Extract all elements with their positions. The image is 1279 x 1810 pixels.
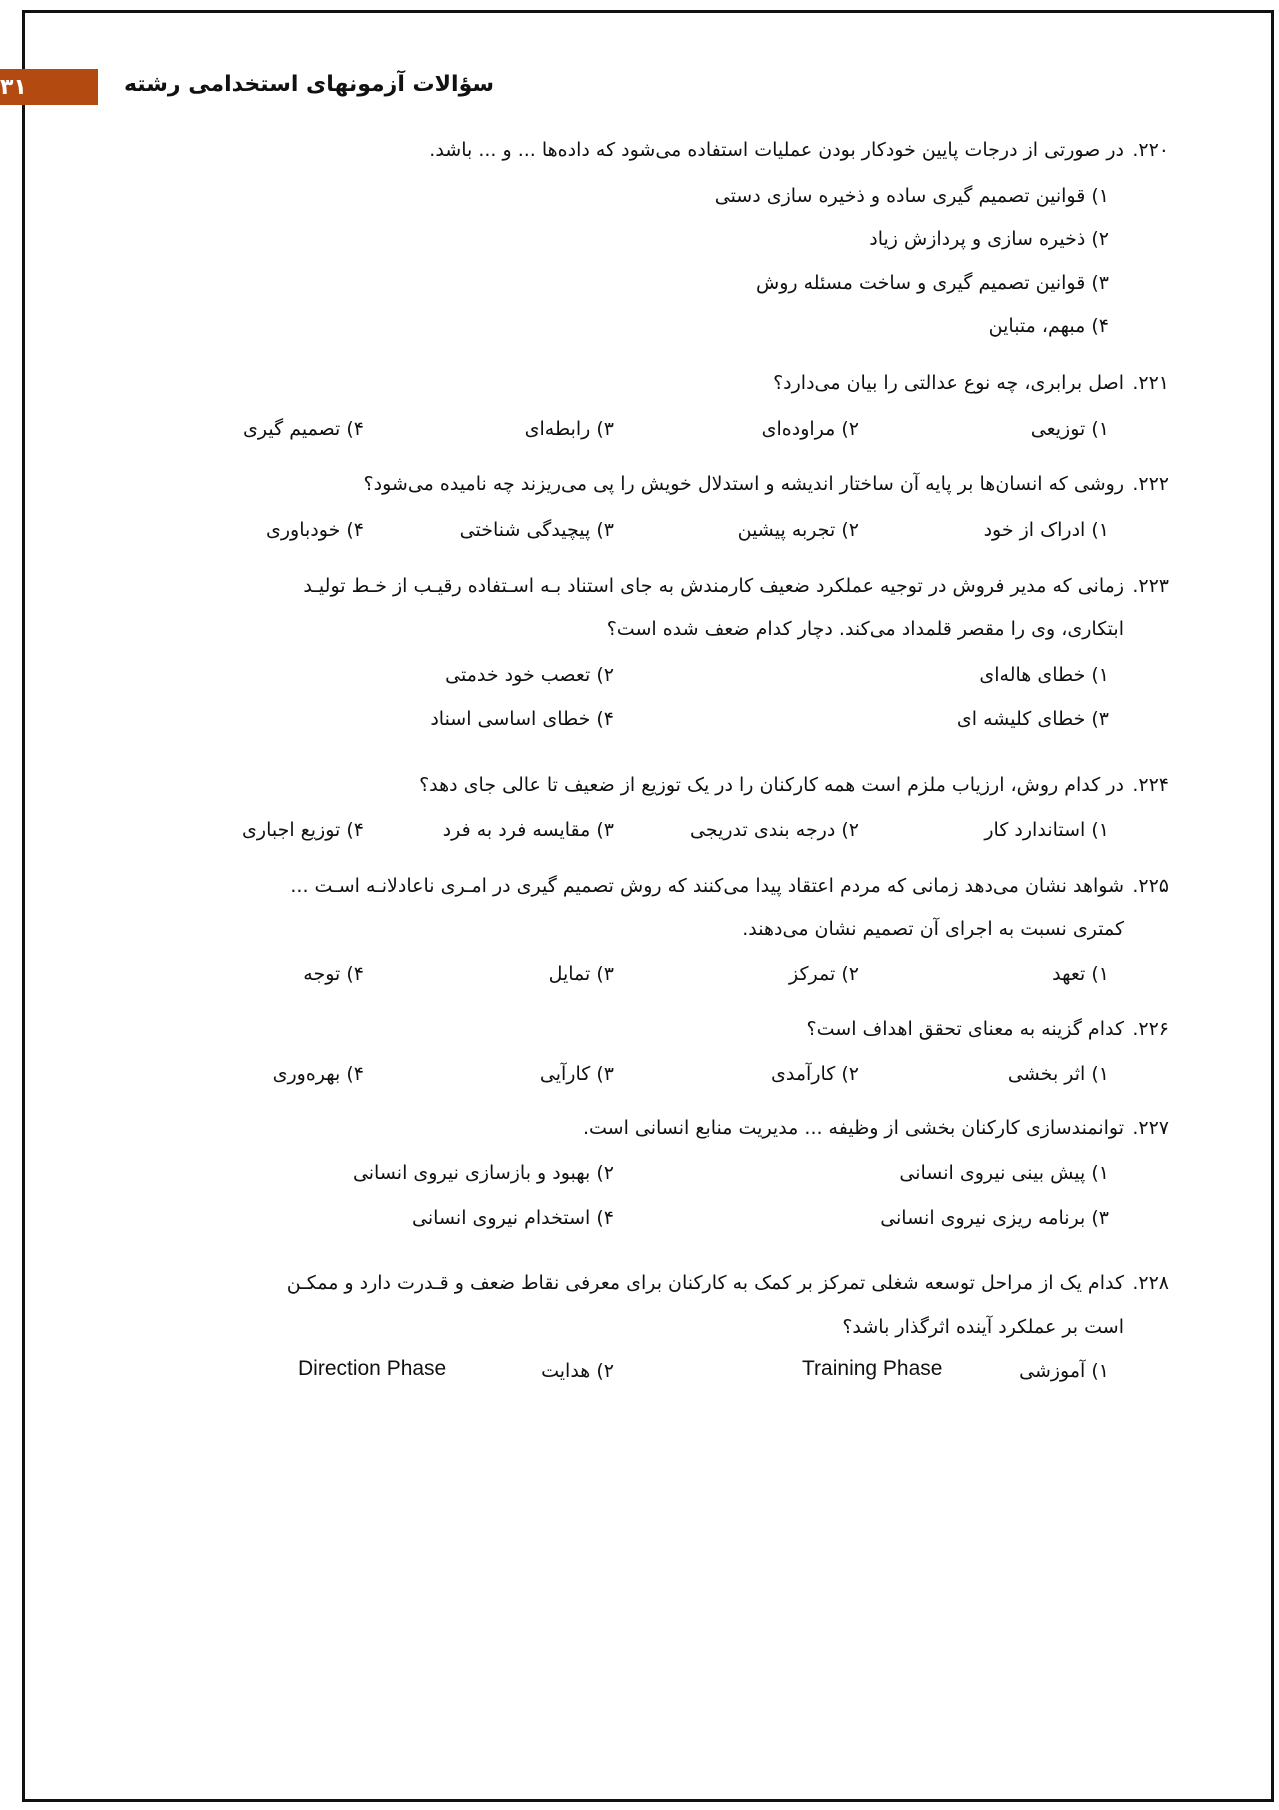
option: ۲) ذخیره سازی و پردازش زیاد	[869, 228, 1109, 250]
option: ۴) خودباوری	[266, 519, 364, 541]
question-text: شواهد نشان می‌دهد زمانی که مردم اعتقاد پیدا می‌کنند که روش تصمیم گیری در امـری ناعادلانـه اسـت ...	[290, 875, 1124, 897]
option: ۴) توزیع اجباری	[242, 819, 364, 841]
option: ۱) ادراک از خود	[983, 519, 1109, 541]
option: ۴) بهره‌وری	[272, 1063, 364, 1085]
question-number: ۲۲۲.	[1132, 473, 1169, 495]
option: ۲) تمرکز	[789, 963, 859, 985]
option: ۴) مبهم، متباین	[988, 315, 1109, 337]
question-number: ۲۲۶.	[1132, 1018, 1169, 1040]
question-number: ۲۲۳.	[1132, 575, 1169, 597]
option: ۲) بهبود و بازسازی نیروی انسانی	[352, 1162, 614, 1184]
question-text: در صورتی از درجات پایین خودکار بودن عملیات استفاده می‌شود که داده‌ها ... و ... باشد.	[429, 139, 1124, 161]
option: ۳) خطای کلیشه ای	[956, 708, 1109, 730]
option: ۱) استاندارد کار	[984, 819, 1109, 841]
option-english: Training Phase	[802, 1357, 943, 1380]
option: ۳) رابطه‌ای	[524, 418, 614, 440]
option: ۲) تجربه پیشین	[737, 519, 859, 541]
option: ۱) پیش بینی نیروی انسانی	[899, 1162, 1109, 1184]
question-number: ۲۲۵.	[1132, 875, 1169, 897]
option: ۴) استخدام نیروی انسانی	[412, 1207, 614, 1229]
page-header-title: سؤالات آزمونهای استخدامی رشته	[123, 72, 494, 97]
option: ۳) مقایسه فرد به فرد	[442, 819, 614, 841]
option-english: Direction Phase	[298, 1357, 447, 1380]
option: ۴) خطای اساسی اسناد	[430, 708, 614, 730]
page-number: ۳۱	[0, 69, 98, 105]
question-number: ۲۲۱.	[1132, 372, 1169, 394]
question-number: ۲۲۷.	[1132, 1117, 1169, 1139]
question-text: کدام یک از مراحل توسعه شغلی تمرکز بر کمک به کارکنان برای معرفی نقاط ضعف و قـدرت دارد و ممکـن	[286, 1272, 1124, 1294]
option: ۲) هدایت	[541, 1360, 614, 1382]
option: ۱) قوانین تصمیم گیری ساده و ذخیره سازی دستی	[714, 185, 1109, 207]
question-text: ابتکاری، وی را مقصر قلمداد می‌کند. دچار کدام ضعف شده است؟	[606, 618, 1124, 640]
option: ۲) درجه بندی تدریجی	[689, 819, 859, 841]
option: ۲) تعصب خود خدمتی	[445, 664, 614, 686]
question-text: روشی که انسان‌ها بر پایه آن ساختار اندیشه و استدلال خویش را پی می‌ریزند چه نامیده می‌شود؟	[363, 473, 1124, 495]
option: ۳) پیچیدگی شناختی	[459, 519, 614, 541]
question-text: کمتری نسبت به اجرای آن تصمیم نشان می‌دهند.	[742, 918, 1124, 940]
option: ۲) مراوده‌ای	[761, 418, 859, 440]
option: ۱) خطای هاله‌ای	[979, 664, 1109, 686]
option: ۱) تعهد	[1052, 963, 1109, 985]
question-text: اصل برابری، چه نوع عدالتی را بیان می‌دارد؟	[773, 372, 1124, 394]
option: ۳) کارآیی	[539, 1063, 614, 1085]
option: ۱) اثر بخشی	[1007, 1063, 1109, 1085]
option: ۱) آموزشی	[1019, 1360, 1109, 1382]
question-number: ۲۲۸.	[1132, 1272, 1169, 1294]
option: ۳) تمایل	[548, 963, 614, 985]
question-text: کدام گزینه به معنای تحقق اهداف است؟	[806, 1018, 1124, 1040]
option: ۴) توجه	[303, 963, 364, 985]
option: ۳) قوانین تصمیم گیری و ساخت مسئله روش	[756, 272, 1109, 294]
question-text: زمانی که مدیر فروش در توجیه عملکرد ضعیف کارمندش به جای استناد بـه اسـتفاده رقیـب از خـط تولیـد	[303, 575, 1124, 597]
question-text: در کدام روش، ارزیاب ملزم است همه کارکنان را در یک توزیع از ضعیف تا عالی جای دهد؟	[419, 774, 1124, 796]
question-number: ۲۲۴.	[1132, 774, 1169, 796]
option: ۱) توزیعی	[1030, 418, 1109, 440]
option: ۳) برنامه ریزی نیروی انسانی	[880, 1207, 1109, 1229]
question-number: ۲۲۰.	[1132, 139, 1169, 161]
question-text: است بر عملکرد آینده اثرگذار باشد؟	[842, 1316, 1124, 1338]
question-text: توانمندسازی کارکنان بخشی از وظیفه ... مدیریت منابع انسانی است.	[582, 1117, 1124, 1139]
option: ۴) تصمیم گیری	[243, 418, 364, 440]
option: ۲) کارآمدی	[771, 1063, 859, 1085]
